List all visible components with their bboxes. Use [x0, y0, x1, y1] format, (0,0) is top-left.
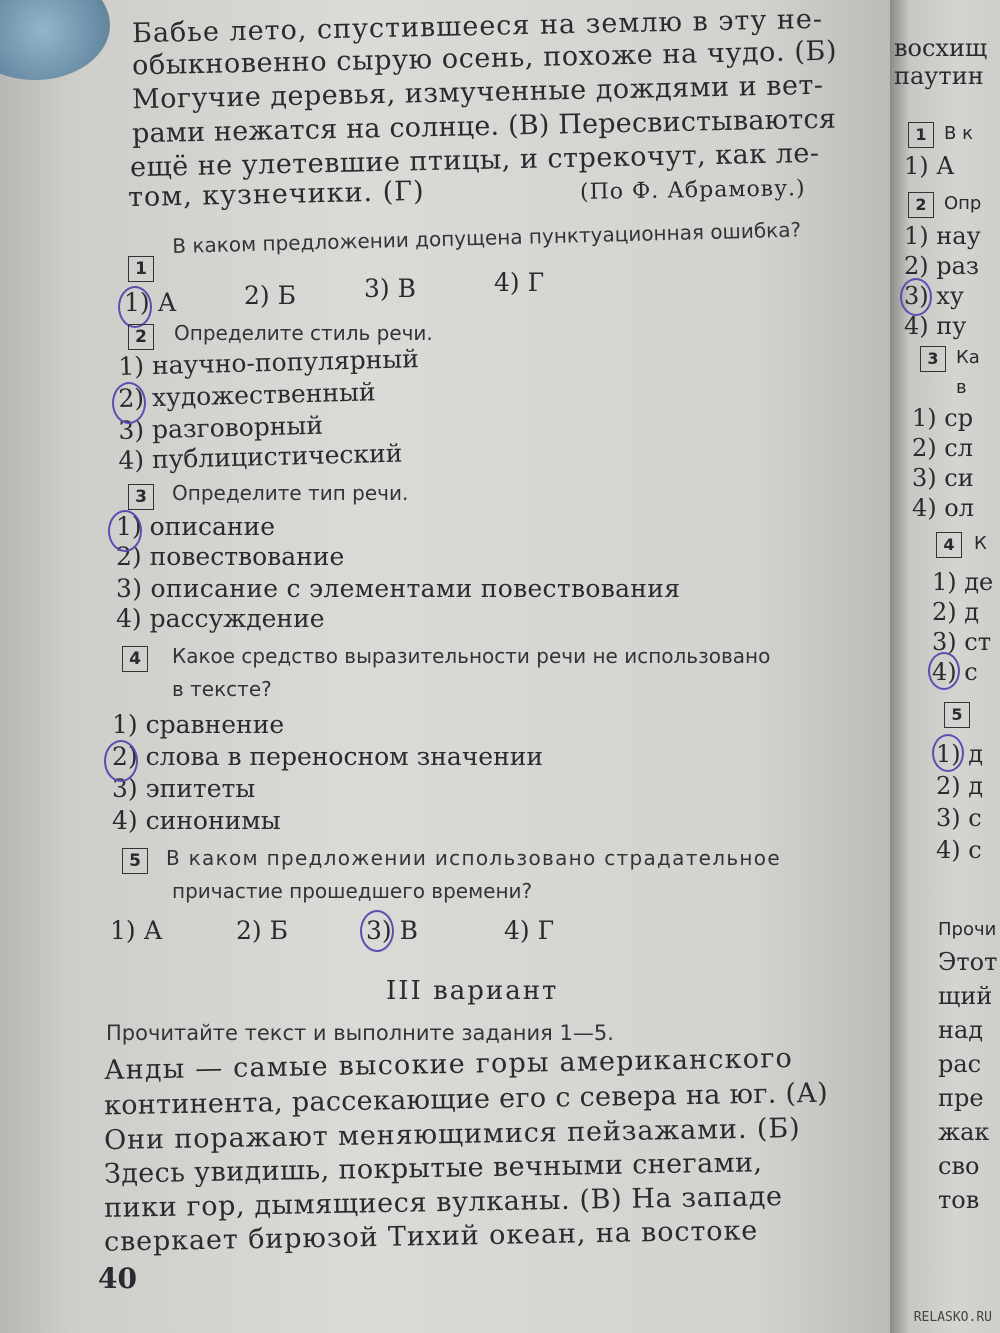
- right-text: В к: [944, 123, 973, 144]
- right-text: 1) нау: [904, 222, 981, 250]
- passage1-line: рами нежатся на солнце. (В) Пересвистываются: [131, 103, 837, 150]
- question-text: Какое средство выразительности речи не использовано: [172, 644, 771, 668]
- question-number-box: 3: [128, 484, 154, 510]
- right-text: рас: [938, 1050, 982, 1078]
- question-number-box: 1: [128, 256, 154, 282]
- answer-option: 1) научно-популярный: [118, 344, 420, 381]
- answer-option: 3) описание с элементами повествования: [116, 574, 681, 603]
- right-text: Опр: [944, 193, 982, 214]
- passage2-line: Анды — самые высокие горы американского: [103, 1042, 794, 1087]
- question-number-box: 4: [122, 646, 148, 672]
- answer-option: 3) В: [366, 916, 418, 945]
- right-text: 1) ср: [912, 404, 974, 432]
- right-text: Этот: [938, 948, 998, 976]
- right-text: восхищ: [894, 34, 988, 62]
- question-number-box: 4: [936, 532, 962, 558]
- pen-circle-mark: [112, 382, 146, 424]
- question-number-box: 5: [122, 848, 148, 874]
- passage1-author: (По Ф. Абрамову.): [579, 176, 806, 205]
- right-text: жак: [938, 1118, 990, 1146]
- question-text: В каком предложении допущена пунктуационная ошибка?: [172, 217, 802, 258]
- answer-option: 2) художественный: [118, 377, 376, 413]
- passage2-line: Они поражают меняющимися пейзажами. (Б): [103, 1112, 801, 1157]
- question-text: В каком предложении использовано страдательное: [166, 846, 781, 870]
- pen-circle-mark: [928, 652, 960, 690]
- right-text: 3) с: [936, 804, 982, 832]
- answer-option: 2) слова в переносном значении: [112, 742, 544, 771]
- right-text: 2) раз: [904, 252, 980, 280]
- answer-option: 3) эпитеты: [112, 774, 256, 803]
- page-number: 40: [98, 1262, 137, 1295]
- question-text: Определите стиль речи.: [174, 321, 433, 345]
- question-text: в тексте?: [172, 677, 272, 701]
- right-text: Ка: [956, 347, 980, 368]
- right-text: Прочи: [938, 919, 997, 940]
- passage1-line: ещё не улетевшие птицы, и стрекочут, как ле-: [129, 137, 820, 184]
- right-text: 4) пу: [904, 312, 967, 340]
- passage2-line: континента, рассекающие его с севера на юг. (А): [103, 1077, 829, 1122]
- passage2-line: пики гор, дымящиеся вулканы. (В) На западе: [103, 1181, 783, 1224]
- answer-option: 4) рассуждение: [116, 604, 325, 633]
- right-text: 1) д: [936, 740, 984, 768]
- answer-option: 3) разговорный: [118, 410, 324, 445]
- question-number-box: 2: [128, 324, 154, 350]
- right-text: щий: [938, 982, 993, 1010]
- answer-option: 2) Б: [236, 916, 288, 945]
- right-page-fragment: [890, 0, 1000, 1333]
- question-number-box: 1: [908, 122, 934, 148]
- right-text: К: [974, 533, 987, 554]
- question-text: Определите тип речи.: [172, 481, 409, 505]
- right-text: 4) с: [932, 658, 978, 686]
- question-text: причастие прошедшего времени?: [172, 879, 533, 903]
- watermark: RELASKO.RU: [913, 1310, 992, 1325]
- pen-circle-mark: [118, 286, 152, 328]
- passage2-line: Здесь увидишь, покрытые вечными снегами,: [103, 1147, 763, 1190]
- answer-option: 4) синонимы: [112, 806, 281, 835]
- pen-circle-mark: [932, 734, 964, 772]
- passage1-line: Могучие деревья, измученные дождями и вет-: [131, 69, 824, 116]
- pen-circle-mark: [104, 740, 138, 782]
- question-number-box: 3: [920, 346, 946, 372]
- answer-option: 1) описание: [116, 512, 276, 541]
- question-number-box: 5: [944, 702, 970, 728]
- answer-option: 4) публицистический: [118, 438, 403, 475]
- right-text: 1) А: [904, 152, 955, 180]
- instruction-text: Прочитайте текст и выполните задания 1—5.: [106, 1021, 614, 1045]
- right-text: 2) д: [932, 598, 980, 626]
- section-heading: III вариант: [386, 976, 559, 1006]
- answer-option: 3) В: [364, 274, 416, 303]
- right-text: 1) де: [932, 568, 994, 596]
- right-text: пре: [938, 1084, 984, 1112]
- passage1-line: том, кузнечики. (Г): [127, 175, 425, 214]
- right-text: сво: [938, 1152, 980, 1180]
- right-text: 2) д: [936, 772, 984, 800]
- answer-option: 1) А: [124, 288, 177, 317]
- right-text: 4) ол: [912, 494, 974, 522]
- answer-option: 1) А: [110, 916, 163, 945]
- pen-circle-mark: [360, 910, 394, 952]
- right-text: 3) ху: [904, 282, 964, 310]
- answer-option: 1) сравнение: [112, 710, 285, 739]
- answer-option: 2) Б: [244, 281, 296, 310]
- passage2-line: сверкает бирюзой Тихий океан, на востоке: [103, 1215, 759, 1258]
- question-number-box: 2: [908, 192, 934, 218]
- right-text: в: [956, 377, 967, 398]
- pen-circle-mark: [900, 278, 932, 316]
- pen-circle-mark: [108, 510, 142, 552]
- right-text: 3) си: [912, 464, 974, 492]
- right-text: паутин: [894, 62, 984, 90]
- answer-option: 4) Г: [494, 268, 545, 297]
- passage1-line: обыкновенно сырую осень, похоже на чудо. (Б): [131, 35, 838, 82]
- right-text: над: [938, 1016, 984, 1044]
- right-text: 4) с: [936, 836, 982, 864]
- passage1-line: Бабье лето, спустившееся на землю в эту не-: [131, 3, 824, 50]
- answer-option: 4) Г: [504, 916, 555, 945]
- answer-option: 2) повествование: [116, 542, 345, 571]
- right-text: тов: [938, 1186, 980, 1214]
- right-text: 3) ст: [932, 628, 991, 656]
- right-text: 2) сл: [912, 434, 973, 462]
